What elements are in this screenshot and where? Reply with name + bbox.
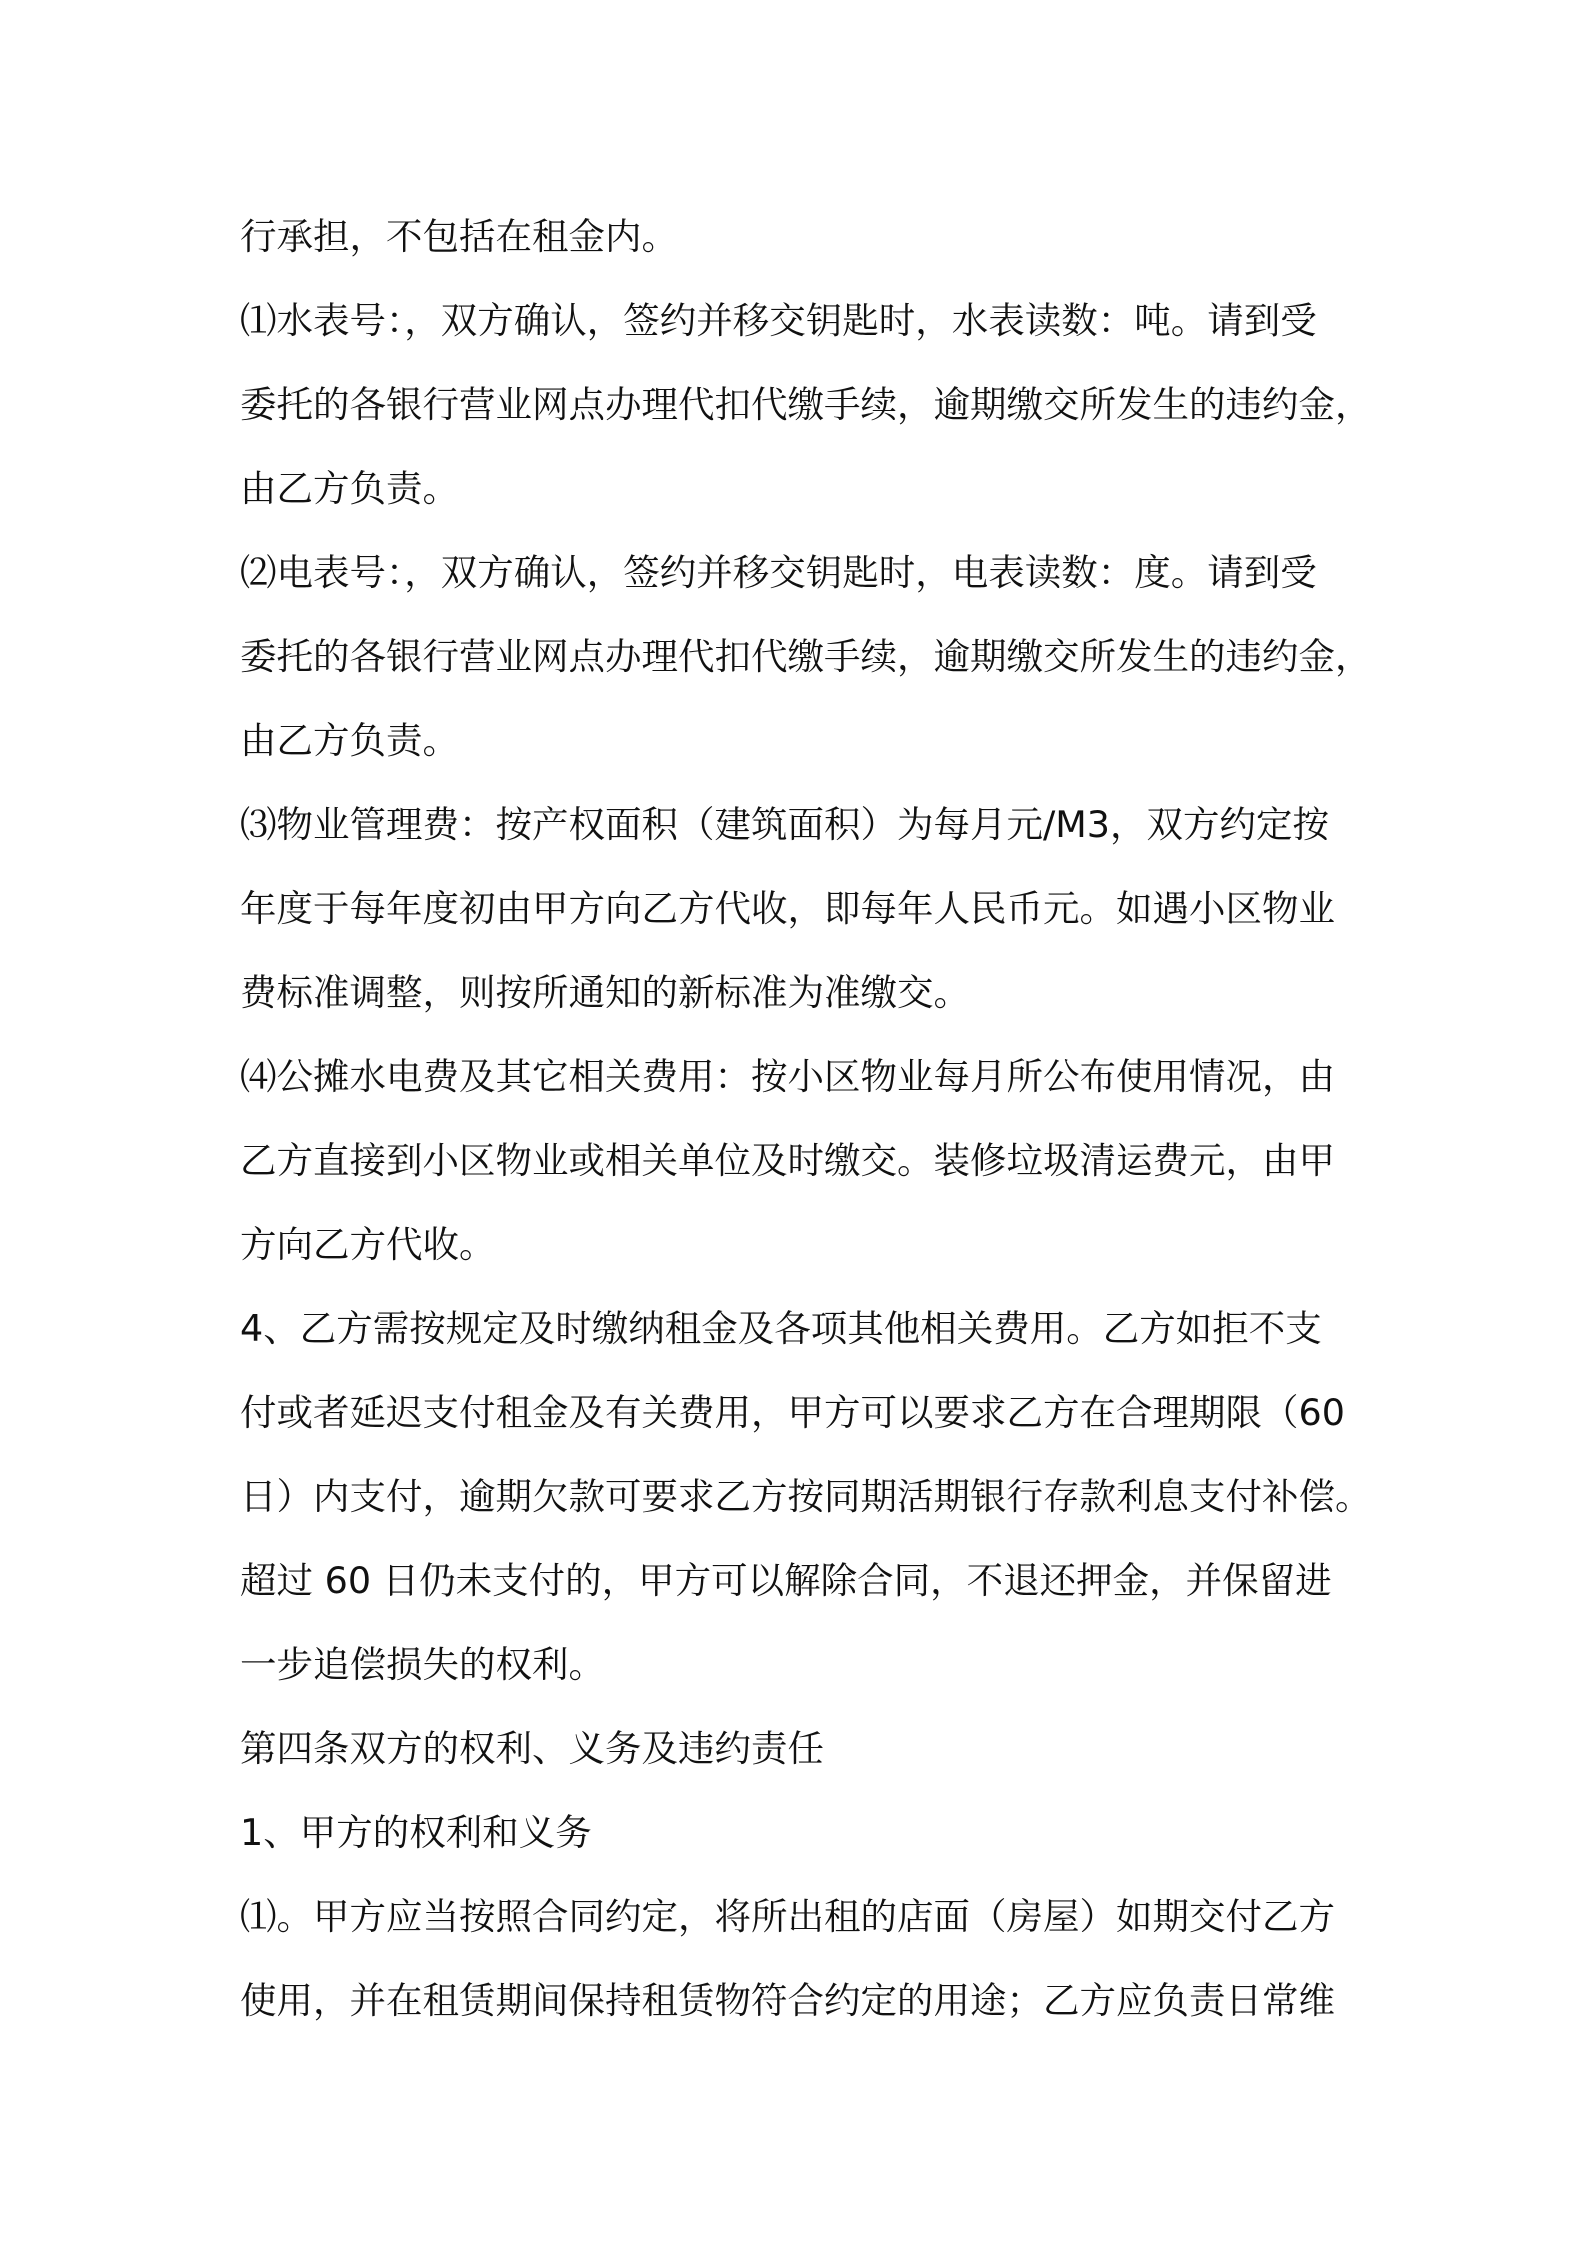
text-line: 费标准调整，则按所通知的新标准为准缴交。	[240, 971, 970, 1014]
text-line: ⑴水表号：，双方确认，签约并移交钥匙时，水表读数：吨。请到受	[240, 299, 1317, 342]
text-line: 行承担，不包括在租金内。	[240, 215, 678, 258]
text-line: 使用，并在租赁期间保持租赁物符合约定的用途；乙方应负责日常维	[240, 1979, 1335, 2022]
text-line: 由乙方负责。	[240, 719, 459, 762]
text-line: 日）内支付，逾期欠款可要求乙方按同期活期银行存款利息支付补偿。	[240, 1475, 1372, 1518]
text-line: ⑶物业管理费：按产权面积（建筑面积）为每月元/M3，双方约定按	[240, 803, 1330, 846]
subsection-heading: 1、甲方的权利和义务	[240, 1811, 592, 1854]
text-line: 付或者延迟支付租金及有关费用，甲方可以要求乙方在合理期限（60	[240, 1391, 1345, 1434]
text-line: 超过 60 日仍未支付的，甲方可以解除合同，不退还押金，并保留进	[240, 1559, 1332, 1602]
text-line: ⑴。甲方应当按照合同约定，将所出租的店面（房屋）如期交付乙方	[240, 1895, 1335, 1938]
text-line: 委托的各银行营业网点办理代扣代缴手续，逾期缴交所发生的违约金，	[240, 635, 1372, 678]
text-line: 委托的各银行营业网点办理代扣代缴手续，逾期缴交所发生的违约金，	[240, 383, 1372, 426]
text-line: 由乙方负责。	[240, 467, 459, 510]
text-line: 乙方直接到小区物业或相关单位及时缴交。装修垃圾清运费元，由甲	[240, 1139, 1335, 1182]
text-line: 方向乙方代收。	[240, 1223, 496, 1266]
contract-body-text	[240, 195, 1372, 2043]
text-line: 年度于每年度初由甲方向乙方代收，即每年人民币元。如遇小区物业	[240, 887, 1335, 930]
text-line: 4、乙方需按规定及时缴纳租金及各项其他相关费用。乙方如拒不支	[240, 1307, 1322, 1350]
text-line: 一步追偿损失的权利。	[240, 1643, 605, 1686]
section-heading: 第四条双方的权利、义务及违约责任	[240, 1727, 824, 1770]
text-line: ⑵电表号：，双方确认，签约并移交钥匙时，电表读数：度。请到受	[240, 551, 1317, 594]
text-line: ⑷公摊水电费及其它相关费用：按小区物业每月所公布使用情况，由	[240, 1055, 1335, 1098]
